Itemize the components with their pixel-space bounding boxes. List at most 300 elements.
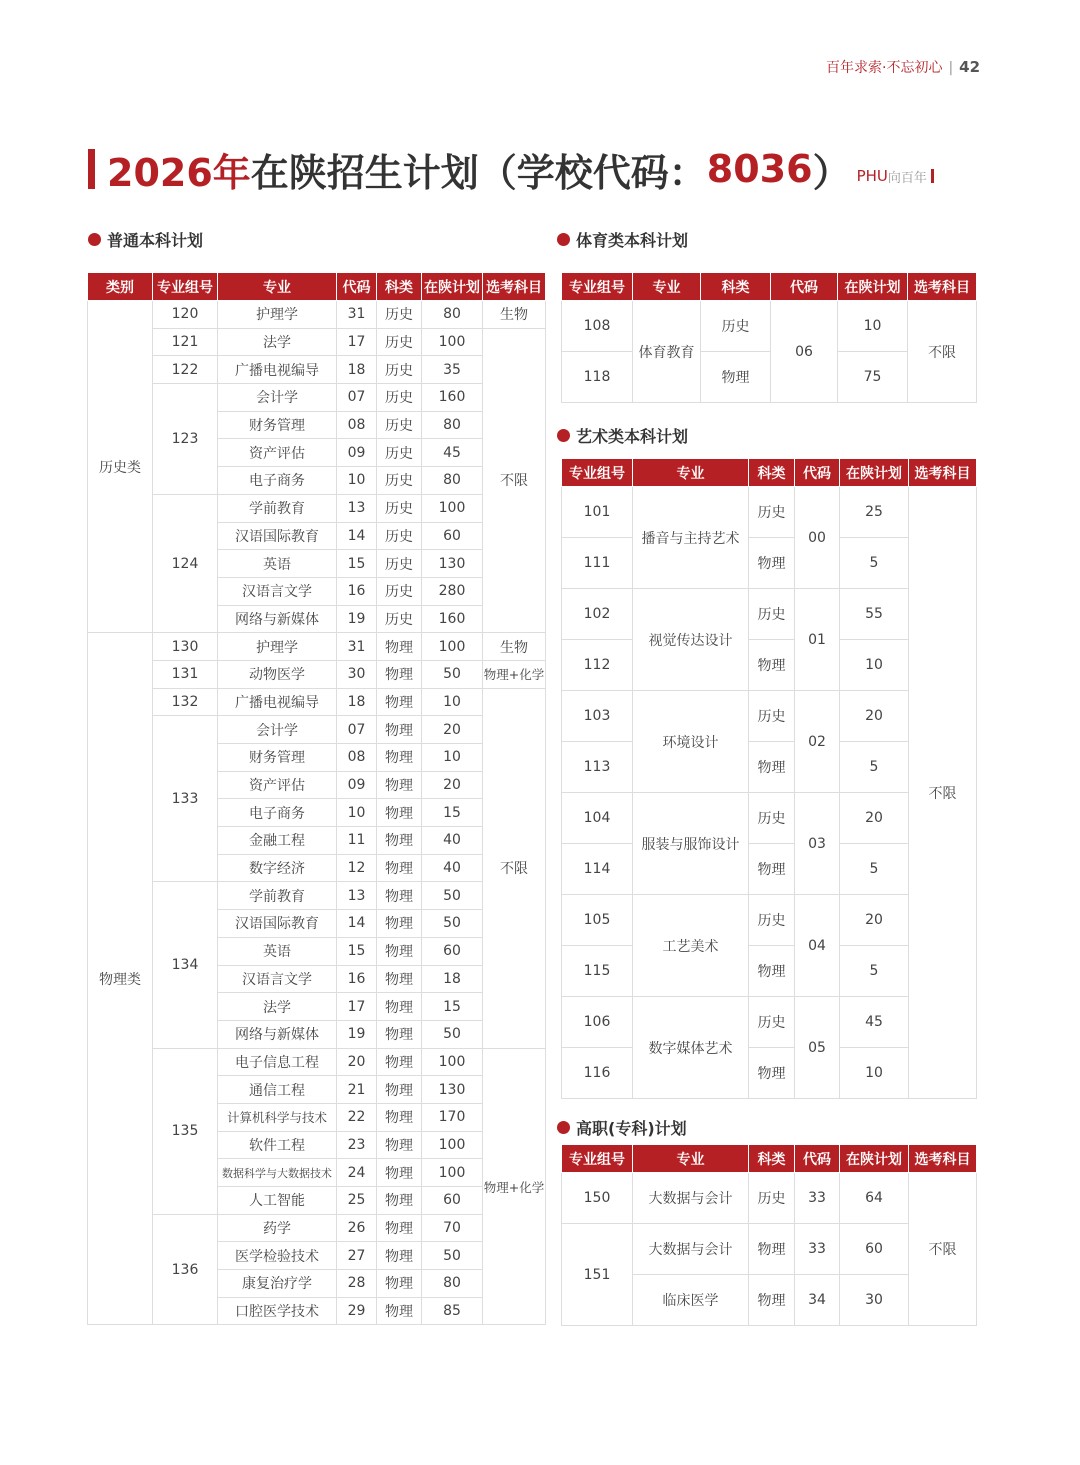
- major-cell: 电子信息工程: [218, 1048, 337, 1076]
- subject-cell: 物理+化学: [483, 660, 546, 688]
- major-cell: 资产评估: [218, 439, 337, 467]
- title-tag-bar: [931, 169, 934, 183]
- col-header: 代码: [771, 273, 838, 301]
- code-cell: 33: [795, 1173, 840, 1224]
- page-number: 42: [959, 58, 981, 76]
- type-cell: 历史: [377, 467, 422, 495]
- type-cell: 物理: [377, 799, 422, 827]
- type-cell: 历史: [377, 439, 422, 467]
- col-header: 专业: [633, 1145, 749, 1173]
- col-header: 在陕计划: [838, 273, 908, 301]
- code-cell: 21: [337, 1076, 377, 1104]
- table-row: [88, 660, 546, 688]
- group-cell: 108: [562, 301, 633, 352]
- group-cell: 114: [562, 844, 633, 895]
- type-cell: 物理: [749, 946, 795, 997]
- table-row: [562, 301, 977, 352]
- sports-plan-table: [561, 272, 977, 403]
- group-cell: 120: [153, 301, 218, 329]
- major-cell: 软件工程: [218, 1131, 337, 1159]
- type-cell: 物理: [377, 1187, 422, 1215]
- title-code-prefix: （学校代码：: [478, 150, 707, 195]
- col-header: 选考科目: [483, 273, 546, 301]
- plan-cell: 5: [840, 844, 909, 895]
- major-cell: 数字经济: [218, 854, 337, 882]
- plan-cell: 80: [422, 411, 483, 439]
- major-cell: 学前教育: [218, 882, 337, 910]
- type-cell: 历史: [377, 522, 422, 550]
- type-cell: 物理: [749, 640, 795, 691]
- table-row: [88, 328, 546, 356]
- plan-cell: 10: [840, 1048, 909, 1099]
- major-cell: 体育教育: [633, 301, 701, 403]
- major-cell: 环境设计: [633, 691, 749, 793]
- plan-cell: 35: [422, 356, 483, 384]
- type-cell: 历史: [377, 605, 422, 633]
- plan-cell: 160: [422, 605, 483, 633]
- category-cell: 物理类: [88, 633, 153, 1325]
- code-cell: 08: [337, 411, 377, 439]
- code-cell: 31: [337, 301, 377, 329]
- plan-cell: 70: [422, 1214, 483, 1242]
- code-cell: 16: [337, 577, 377, 605]
- page-header: [826, 57, 980, 77]
- title-year: 2026年: [107, 150, 251, 195]
- major-cell: 学前教育: [218, 494, 337, 522]
- type-cell: 历史: [749, 895, 795, 946]
- table-row: [88, 1048, 546, 1076]
- plan-cell: 50: [422, 910, 483, 938]
- plan-cell: 170: [422, 1103, 483, 1131]
- plan-cell: 75: [838, 352, 908, 403]
- major-cell: 工艺美术: [633, 895, 749, 997]
- major-cell: 大数据与会计: [633, 1173, 749, 1224]
- title-school-code: 8036: [706, 147, 813, 191]
- subject-cell: 不限: [483, 328, 546, 633]
- code-cell: 07: [337, 716, 377, 744]
- major-cell: 临床医学: [633, 1275, 749, 1326]
- code-cell: 14: [337, 522, 377, 550]
- group-cell: 135: [153, 1048, 218, 1214]
- type-cell: 物理: [377, 882, 422, 910]
- major-cell: 数据科学与大数据技术: [218, 1159, 337, 1187]
- table-row: [88, 716, 546, 744]
- major-cell: 财务管理: [218, 411, 337, 439]
- section-art: [557, 424, 688, 447]
- group-cell: 118: [562, 352, 633, 403]
- col-header: 专业: [218, 273, 337, 301]
- code-cell: 26: [337, 1214, 377, 1242]
- type-cell: 历史: [749, 1173, 795, 1224]
- major-cell: 广播电视编导: [218, 356, 337, 384]
- code-cell: 11: [337, 827, 377, 855]
- major-cell: 资产评估: [218, 771, 337, 799]
- major-cell: 汉语言文学: [218, 577, 337, 605]
- plan-cell: 50: [422, 1242, 483, 1270]
- type-cell: 物理: [377, 744, 422, 772]
- plan-cell: 50: [422, 1020, 483, 1048]
- col-header: 专业组号: [562, 273, 633, 301]
- vocational-plan-table: [561, 1144, 977, 1326]
- code-cell: 19: [337, 1020, 377, 1048]
- subject-cell: 不限: [909, 1173, 977, 1326]
- plan-cell: 100: [422, 1048, 483, 1076]
- title-accent-bar: [88, 149, 95, 189]
- type-cell: 物理: [749, 844, 795, 895]
- col-header: 科类: [749, 1145, 795, 1173]
- major-cell: 护理学: [218, 301, 337, 329]
- code-cell: 03: [795, 793, 840, 895]
- category-cell: 历史类: [88, 301, 153, 633]
- major-cell: 大数据与会计: [633, 1224, 749, 1275]
- type-cell: 物理: [377, 827, 422, 855]
- col-header: 在陕计划: [840, 459, 909, 487]
- major-cell: 英语: [218, 937, 337, 965]
- major-cell: 金融工程: [218, 827, 337, 855]
- plan-cell: 80: [422, 1270, 483, 1298]
- col-header: 专业组号: [562, 1145, 633, 1173]
- group-cell: 151: [562, 1224, 633, 1326]
- code-cell: 18: [337, 356, 377, 384]
- group-cell: 112: [562, 640, 633, 691]
- group-cell: 104: [562, 793, 633, 844]
- title-main: 在陕招生计划: [250, 150, 479, 195]
- major-cell: 网络与新媒体: [218, 605, 337, 633]
- type-cell: 物理: [749, 538, 795, 589]
- header-separator: |: [948, 60, 954, 76]
- section-sports: [557, 228, 688, 251]
- type-cell: 物理: [749, 1224, 795, 1275]
- code-cell: 15: [337, 550, 377, 578]
- type-cell: 历史: [749, 589, 795, 640]
- type-cell: 历史: [377, 356, 422, 384]
- type-cell: 历史: [377, 494, 422, 522]
- code-cell: 09: [337, 771, 377, 799]
- group-cell: 123: [153, 384, 218, 495]
- type-cell: 物理: [377, 1076, 422, 1104]
- group-cell: 103: [562, 691, 633, 742]
- type-cell: 历史: [749, 793, 795, 844]
- code-cell: 29: [337, 1297, 377, 1325]
- major-cell: 会计学: [218, 716, 337, 744]
- section-vocational-label: 高职(专科)计划: [576, 1119, 687, 1138]
- plan-cell: 100: [422, 633, 483, 661]
- col-header: 专业: [633, 273, 701, 301]
- group-cell: 134: [153, 882, 218, 1048]
- subject-cell: 不限: [909, 487, 977, 1099]
- code-cell: 17: [337, 328, 377, 356]
- type-cell: 物理: [749, 1048, 795, 1099]
- code-cell: 00: [795, 487, 840, 589]
- table-row: [88, 688, 546, 716]
- group-cell: 116: [562, 1048, 633, 1099]
- plan-cell: 130: [422, 550, 483, 578]
- plan-cell: 10: [840, 640, 909, 691]
- type-cell: 物理: [377, 1242, 422, 1270]
- type-cell: 物理: [377, 1103, 422, 1131]
- major-cell: 电子商务: [218, 799, 337, 827]
- major-cell: 医学检验技术: [218, 1242, 337, 1270]
- type-cell: 历史: [377, 301, 422, 329]
- code-cell: 12: [337, 854, 377, 882]
- major-cell: 服装与服饰设计: [633, 793, 749, 895]
- group-cell: 122: [153, 356, 218, 384]
- type-cell: 物理: [377, 716, 422, 744]
- type-cell: 历史: [377, 411, 422, 439]
- plan-cell: 80: [422, 467, 483, 495]
- plan-cell: 40: [422, 854, 483, 882]
- plan-cell: 30: [840, 1275, 909, 1326]
- plan-cell: 5: [840, 538, 909, 589]
- col-header: 代码: [795, 459, 840, 487]
- col-header: 代码: [795, 1145, 840, 1173]
- code-cell: 04: [795, 895, 840, 997]
- major-cell: 汉语国际教育: [218, 522, 337, 550]
- col-header: 在陕计划: [840, 1145, 909, 1173]
- major-cell: 药学: [218, 1214, 337, 1242]
- section-regular: [88, 228, 203, 251]
- type-cell: 物理: [377, 771, 422, 799]
- art-plan-table: [561, 458, 977, 1099]
- type-cell: 物理: [377, 1131, 422, 1159]
- major-cell: 电子商务: [218, 467, 337, 495]
- section-vocational: [557, 1116, 687, 1139]
- plan-cell: 80: [422, 301, 483, 329]
- major-cell: 数字媒体艺术: [633, 997, 749, 1099]
- plan-cell: 45: [840, 997, 909, 1048]
- page-title: [88, 146, 934, 195]
- code-cell: 08: [337, 744, 377, 772]
- col-header: 科类: [377, 273, 422, 301]
- plan-cell: 5: [840, 742, 909, 793]
- code-cell: 13: [337, 494, 377, 522]
- code-cell: 19: [337, 605, 377, 633]
- subject-cell: 生物: [483, 301, 546, 329]
- major-cell: 网络与新媒体: [218, 1020, 337, 1048]
- type-cell: 物理: [377, 993, 422, 1021]
- plan-cell: 60: [422, 937, 483, 965]
- type-cell: 历史: [377, 550, 422, 578]
- code-cell: 13: [337, 882, 377, 910]
- plan-cell: 55: [840, 589, 909, 640]
- code-cell: 28: [337, 1270, 377, 1298]
- major-cell: 广播电视编导: [218, 688, 337, 716]
- plan-cell: 20: [840, 895, 909, 946]
- plan-cell: 15: [422, 993, 483, 1021]
- type-cell: 物理: [377, 1020, 422, 1048]
- major-cell: 口腔医学技术: [218, 1297, 337, 1325]
- plan-cell: 20: [422, 716, 483, 744]
- subject-cell: 不限: [908, 301, 977, 403]
- code-cell: 05: [795, 997, 840, 1099]
- major-cell: 会计学: [218, 384, 337, 412]
- group-cell: 124: [153, 494, 218, 632]
- code-cell: 10: [337, 799, 377, 827]
- plan-cell: 50: [422, 660, 483, 688]
- code-cell: 31: [337, 633, 377, 661]
- group-cell: 113: [562, 742, 633, 793]
- group-cell: 101: [562, 487, 633, 538]
- col-header: 选考科目: [909, 459, 977, 487]
- col-header: 在陕计划: [422, 273, 483, 301]
- plan-cell: 60: [422, 1187, 483, 1215]
- col-header: 专业组号: [562, 459, 633, 487]
- group-cell: 115: [562, 946, 633, 997]
- title-tag: PHU: [856, 167, 888, 185]
- type-cell: 历史: [749, 487, 795, 538]
- code-cell: 14: [337, 910, 377, 938]
- plan-cell: 100: [422, 328, 483, 356]
- type-cell: 历史: [701, 301, 771, 352]
- section-sports-label: 体育类本科计划: [576, 231, 689, 250]
- type-cell: 历史: [377, 577, 422, 605]
- type-cell: 物理: [377, 1159, 422, 1187]
- type-cell: 物理: [377, 660, 422, 688]
- type-cell: 物理: [749, 742, 795, 793]
- bullet-icon: [557, 1121, 570, 1134]
- type-cell: 历史: [377, 384, 422, 412]
- plan-cell: 100: [422, 1131, 483, 1159]
- bullet-icon: [557, 233, 570, 246]
- major-cell: 法学: [218, 328, 337, 356]
- table-row: [88, 633, 546, 661]
- major-cell: 计算机科学与技术: [218, 1103, 337, 1131]
- title-tag-sub: 向百年: [887, 170, 927, 186]
- code-cell: 20: [337, 1048, 377, 1076]
- major-cell: 人工智能: [218, 1187, 337, 1215]
- table-row: [88, 384, 546, 412]
- code-cell: 22: [337, 1103, 377, 1131]
- col-header: 类别: [88, 273, 153, 301]
- type-cell: 物理: [377, 910, 422, 938]
- plan-cell: 25: [840, 487, 909, 538]
- major-cell: 英语: [218, 550, 337, 578]
- code-cell: 17: [337, 993, 377, 1021]
- type-cell: 物理: [377, 937, 422, 965]
- bullet-icon: [557, 429, 570, 442]
- major-cell: 通信工程: [218, 1076, 337, 1104]
- plan-cell: 20: [840, 691, 909, 742]
- type-cell: 物理: [749, 1275, 795, 1326]
- code-cell: 06: [771, 301, 838, 403]
- col-header: 专业: [633, 459, 749, 487]
- code-cell: 01: [795, 589, 840, 691]
- code-cell: 34: [795, 1275, 840, 1326]
- type-cell: 物理: [377, 633, 422, 661]
- group-cell: 121: [153, 328, 218, 356]
- type-cell: 历史: [377, 328, 422, 356]
- plan-cell: 100: [422, 494, 483, 522]
- plan-cell: 64: [840, 1173, 909, 1224]
- type-cell: 物理: [377, 1048, 422, 1076]
- subject-cell: 物理+化学: [483, 1048, 546, 1325]
- code-cell: 15: [337, 937, 377, 965]
- group-cell: 150: [562, 1173, 633, 1224]
- table-row: [562, 487, 977, 538]
- code-cell: 02: [795, 691, 840, 793]
- major-cell: 汉语国际教育: [218, 910, 337, 938]
- plan-cell: 280: [422, 577, 483, 605]
- code-cell: 07: [337, 384, 377, 412]
- subject-cell: 不限: [483, 688, 546, 1048]
- group-cell: 102: [562, 589, 633, 640]
- major-cell: 护理学: [218, 633, 337, 661]
- group-cell: 130: [153, 633, 218, 661]
- code-cell: 18: [337, 688, 377, 716]
- code-cell: 16: [337, 965, 377, 993]
- table-row: [88, 1214, 546, 1242]
- major-cell: 动物医学: [218, 660, 337, 688]
- plan-cell: 15: [422, 799, 483, 827]
- section-regular-label: 普通本科计划: [107, 231, 204, 250]
- plan-cell: 20: [422, 771, 483, 799]
- plan-cell: 45: [422, 439, 483, 467]
- major-cell: 视觉传达设计: [633, 589, 749, 691]
- type-cell: 历史: [749, 691, 795, 742]
- col-header: 代码: [337, 273, 377, 301]
- code-cell: 23: [337, 1131, 377, 1159]
- major-cell: 法学: [218, 993, 337, 1021]
- plan-cell: 50: [422, 882, 483, 910]
- type-cell: 物理: [377, 965, 422, 993]
- type-cell: 物理: [701, 352, 771, 403]
- plan-cell: 40: [422, 827, 483, 855]
- plan-cell: 60: [422, 522, 483, 550]
- col-header: 专业组号: [153, 273, 218, 301]
- table-row: [562, 1173, 977, 1224]
- major-cell: 康复治疗学: [218, 1270, 337, 1298]
- major-cell: 财务管理: [218, 744, 337, 772]
- col-header: 选考科目: [908, 273, 977, 301]
- group-cell: 105: [562, 895, 633, 946]
- major-cell: 播音与主持艺术: [633, 487, 749, 589]
- code-cell: 25: [337, 1187, 377, 1215]
- header-slogan: 百年求索·不忘初心: [826, 60, 943, 76]
- code-cell: 30: [337, 660, 377, 688]
- code-cell: 27: [337, 1242, 377, 1270]
- plan-cell: 100: [422, 1159, 483, 1187]
- regular-plan-table: [87, 272, 546, 1325]
- plan-cell: 130: [422, 1076, 483, 1104]
- group-cell: 136: [153, 1214, 218, 1325]
- type-cell: 物理: [377, 1297, 422, 1325]
- type-cell: 物理: [377, 688, 422, 716]
- type-cell: 历史: [749, 997, 795, 1048]
- group-cell: 133: [153, 716, 218, 882]
- title-close: ）: [812, 150, 851, 195]
- plan-cell: 10: [838, 301, 908, 352]
- table-row: [88, 882, 546, 910]
- plan-cell: 18: [422, 965, 483, 993]
- group-cell: 131: [153, 660, 218, 688]
- section-art-label: 艺术类本科计划: [576, 427, 689, 446]
- plan-cell: 10: [422, 688, 483, 716]
- major-cell: 汉语言文学: [218, 965, 337, 993]
- plan-cell: 10: [422, 744, 483, 772]
- table-row: [88, 301, 546, 329]
- group-cell: 132: [153, 688, 218, 716]
- plan-cell: 60: [840, 1224, 909, 1275]
- table-row: [88, 494, 546, 522]
- bullet-icon: [88, 233, 101, 246]
- col-header: 科类: [749, 459, 795, 487]
- table-row: [88, 356, 546, 384]
- group-cell: 106: [562, 997, 633, 1048]
- plan-cell: 85: [422, 1297, 483, 1325]
- code-cell: 09: [337, 439, 377, 467]
- type-cell: 物理: [377, 854, 422, 882]
- type-cell: 物理: [377, 1270, 422, 1298]
